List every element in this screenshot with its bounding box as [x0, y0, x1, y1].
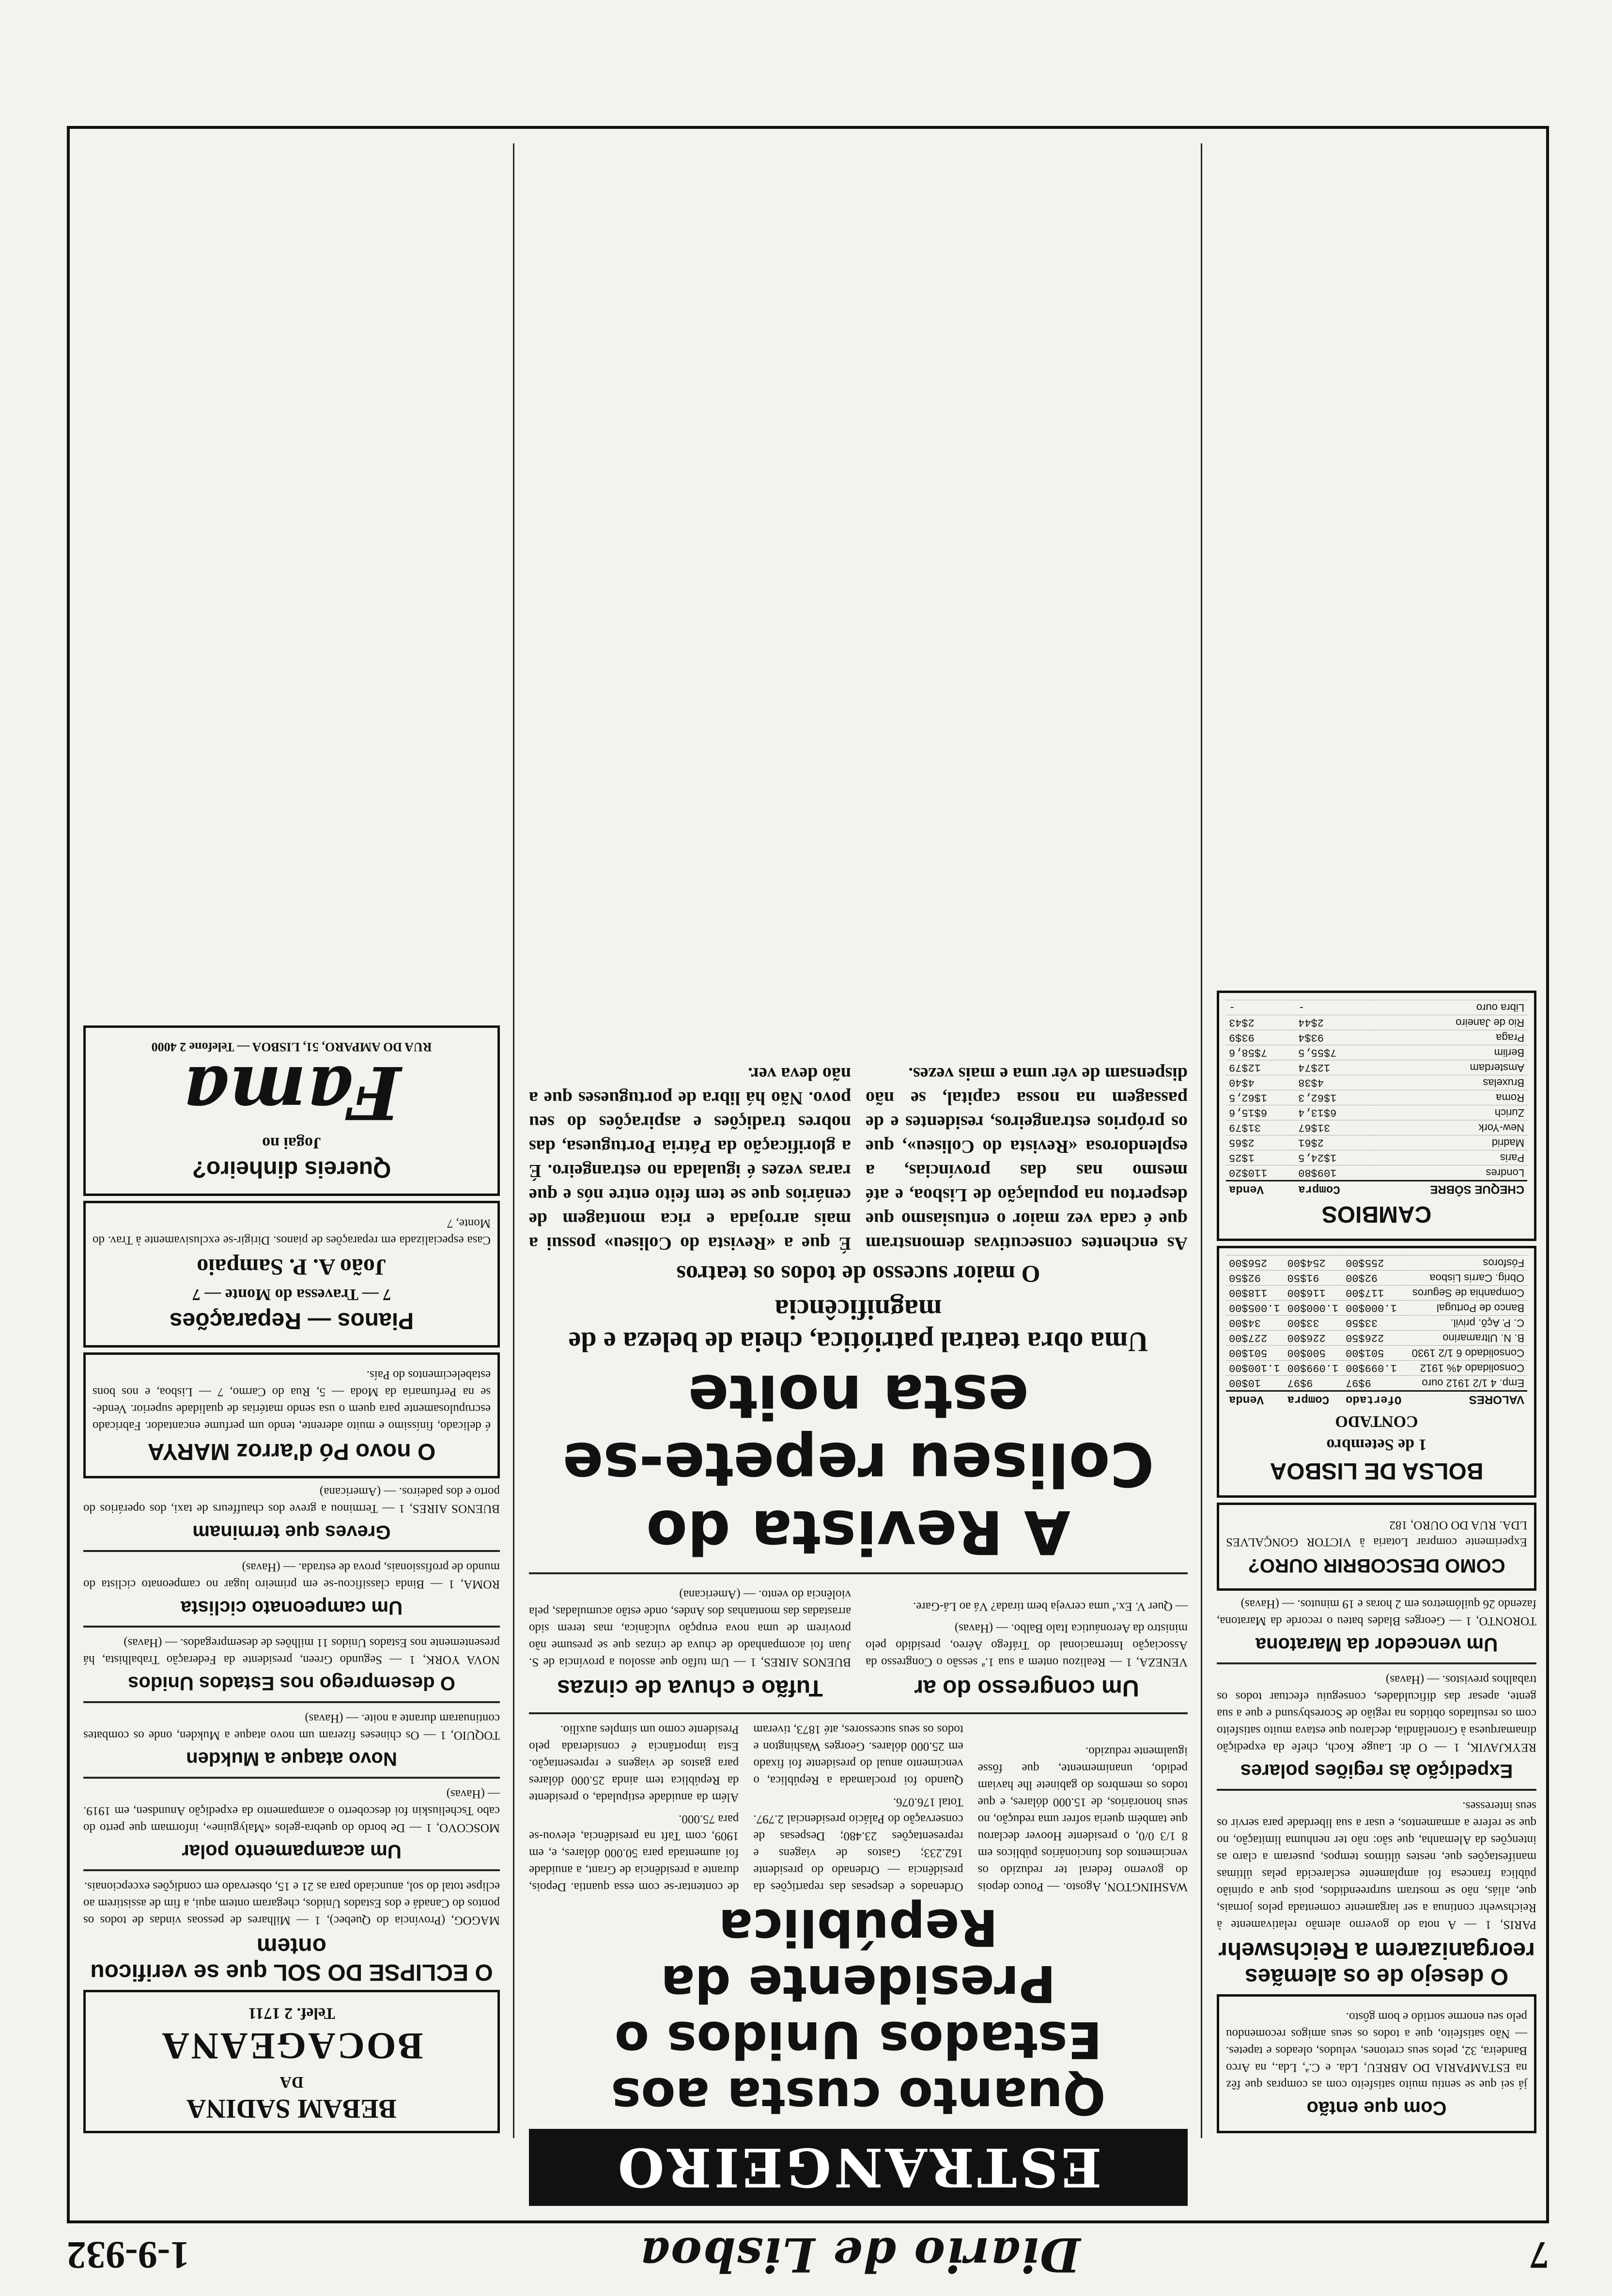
bolsa-cell: 92$50	[1226, 1271, 1285, 1286]
brief-congresso	[866, 1581, 1188, 1706]
cambios-cell: Roma	[1370, 1090, 1527, 1105]
bolsa-cell: C. P. Açõ. privil.	[1406, 1316, 1528, 1331]
lead-headline: Quanto custa aos Estados Unidos o Presidente da República	[611, 1898, 1106, 2125]
bolsa-cell: 92$00	[1343, 1271, 1406, 1286]
bolsa-section	[1217, 1246, 1536, 1498]
ciclista-headline: Um campeonato ciclista	[181, 1597, 403, 1618]
cambios-cell: 7$55,5	[1295, 1045, 1370, 1060]
cambios-row	[1226, 1000, 1527, 1015]
bolsa-cell: 256$00	[1226, 1256, 1285, 1271]
ad-bebam-line2: DA	[279, 2073, 304, 2091]
bolsa-cell: Emp. 4 1/2 1912 ouro	[1406, 1376, 1528, 1391]
eclipse-body: MAGOG, (Província do Quebec), 1 — Milhares de pessoas vindas de todos os pontos do Canadá e dos Estados Unidos, chegaram ontem aqui, a fim de assistirem ao eclipse total do sol, anunciado para as 21 e 15, observado em condições excepcionais.	[83, 1880, 500, 1927]
cambios-cell: 2$61	[1295, 1135, 1370, 1150]
greves-headline: Greves que terminam	[192, 1521, 391, 1543]
article-alemaes-headline: O desejo de os alemães reorganizarem a Reichswehr	[1218, 1938, 1535, 1989]
lead-paragraph: Ordenados e despesas das repartições da presidência — Ordenado do presidente 162.233; Gastos de viagens e representações 23.480; Despesas de conservação do Palácio presidencial 2.797. Total 176.076.	[753, 1796, 963, 1893]
bolsa-cell: 9$97	[1343, 1376, 1406, 1391]
cambios-cell: Praga	[1370, 1030, 1527, 1045]
cambios-cell: Londres	[1370, 1165, 1527, 1181]
bolsa-cell: Fósforos	[1406, 1256, 1528, 1271]
ad-bebam-line1: BEBAM SADINA	[186, 2094, 397, 2124]
ad-com-que-entao	[1217, 1994, 1536, 2133]
cambios-row	[1226, 1135, 1527, 1150]
acampamento-headline: Um acampamento polar	[182, 1841, 402, 1862]
bolsa-row	[1226, 1376, 1527, 1391]
cambios-cell: 2$65	[1226, 1135, 1295, 1150]
ad-com-que-text: já sei que se sentiu muito satisfeito com as compras que fêz na ESTAMPARIA DO ABREU, Lda. e C.ª, Lda., na Arco Bandeira, 32, pelos seus cretones, veludos, oleados e tapetes. — Não satisfeito, que a todos os seus amigos recomendou pelo seu enorme sortido e bom gôsto.	[1226, 2010, 1527, 2091]
cambios-cell: 6$13,4	[1295, 1105, 1370, 1120]
bolsa-cell: 255$00	[1343, 1256, 1406, 1271]
bolsa-cell: 254$00	[1285, 1256, 1343, 1271]
revista-body	[529, 1057, 1188, 1256]
cambios-table	[1226, 1000, 1527, 1197]
bolsa-title: BOLSA DE LISBOA	[1270, 1458, 1484, 1484]
lead-body	[529, 1721, 1188, 1895]
cambios-header: Venda	[1226, 1181, 1295, 1197]
bolsa-row	[1226, 1301, 1527, 1316]
greves-body: BUENOS AIRES, 1 — Terminou a greve dos chauffeurs de taxi, dos operários do porto e dos padeiros. — (Americana)	[83, 1485, 500, 1515]
issue-date: 1-9-932	[67, 2234, 190, 2277]
bolsa-cell: 117$00	[1343, 1286, 1406, 1301]
page-number: 7	[1530, 2234, 1549, 2277]
bolsa-date: 1 de Setembro	[1326, 1436, 1427, 1454]
cambios-cell: 1$24,5	[1295, 1150, 1370, 1165]
desemprego-body: NOVA YORK, 1 — Segundo Green, presidente da Federação Trabalhista, há presentemente nos Estados Unidos 11 milhões de desempregados. — (Havas)	[83, 1636, 500, 1666]
marya-body: é delicado, finíssimo e muito aderente, tendo um perfume encantador. Fabricado escrupulosamente para quem o usa sendo matérias de qualidade superior. Vende-se na Perfumaria da Moda — 5, Rua do Carmo, 7 — Lisboa, e nos bons estabelecimentos do País.	[93, 1368, 491, 1432]
acampamento-body: MOSCOVO, 1 — De bordo do quebra-gelos «Malyguine», informam que perto do cabo Tscheliuskin foi descoberto o acampamento da expedição Anundsen, em 1919. — (Havas)	[83, 1787, 500, 1834]
bolsa-table	[1226, 1255, 1527, 1407]
brief-chuva	[529, 1581, 851, 1706]
revista-headline: A Revista do Coliseu repete-se esta noite	[562, 1361, 1154, 1567]
chuva-body: BUENOS AIRES, 1 — Um tufão que assolou a província de S. Juan foi acompanhado de chuva de cinzas que se presume não provirem de uma nova erupção vulcânica, mas terem sido arrastadas das montanhas dos Andes, onde estão acumuladas, pela violência do vento. — (Americana)	[529, 1588, 851, 1669]
cambios-row	[1226, 1075, 1527, 1090]
divider	[83, 1701, 500, 1703]
article-maratona-headline: Um vencedor da Maratona	[1255, 1634, 1498, 1655]
bolsa-cell: 501$00	[1226, 1346, 1285, 1361]
left-column	[1207, 143, 1546, 2138]
cambios-cell: 7$58,6	[1226, 1045, 1295, 1060]
ad-bebam-sadina	[83, 1990, 500, 2133]
mukden-body: TOQUIO, 1 — Os chineses fizeram um novo ataque a Mukden, onde os combates continuaram durante a noite. — (Havas)	[83, 1712, 500, 1742]
cambios-cell: 4$38	[1295, 1075, 1370, 1090]
bolsa-cell: 227$00	[1226, 1331, 1285, 1346]
divider	[529, 1572, 1188, 1574]
lead-paragraph: Quando foi proclamada a República, o vencimento anual do presidente foi fixado em 25.000 dólares. Georges Washington e todos os seus sucessores, até 1873, tiveram de contentar-se com essa quantia. Depois, durante a presidência de Grant, a anuidade foi aumentada para 50.000 dólares, e, em 1909, com Taft na presidência, elevou-se para 75.000.	[529, 1723, 963, 1893]
center-area	[519, 143, 1197, 2211]
cambios-cell: -	[1226, 1000, 1295, 1015]
cambios-cell: Bruxelas	[1370, 1075, 1527, 1090]
cambios-cell: 4$40	[1226, 1075, 1295, 1090]
cambios-cell: 109$80	[1295, 1165, 1370, 1181]
pianos-headline: Pianos — Reparações	[169, 1308, 414, 1334]
bolsa-cell: 1.099$00	[1285, 1361, 1343, 1376]
bolsa-header: Ofertado	[1343, 1391, 1406, 1408]
bolsa-row	[1226, 1346, 1527, 1361]
lead-paragraph: WASHINGTON, Agosto. — Pouco depois do governo federal ter reduzido os vencimentos dos funcionários públicos em 8 1/3 0/0, o presidente Hoover declarou que também queria sofrer uma redução, no seus honorários, de 15.000 dólares, e que todos os membros do gabinete lhe haviam pedido, unanimemente, que fôsse igualmente reduzido.	[977, 1745, 1188, 1893]
pianos-address: 7 — Travessa do Monte — 7	[192, 1286, 391, 1303]
ad-com-que-title: Com que então	[1306, 2097, 1447, 2119]
ad-ouro-title: COMO DESCOBRIR OURO?	[1248, 1555, 1505, 1576]
cambios-row	[1226, 1060, 1527, 1075]
bolsa-cell: 1.099$00	[1343, 1361, 1406, 1376]
center-briefs	[529, 1581, 1188, 1706]
cambios-row	[1226, 1015, 1527, 1030]
divider	[529, 1712, 1188, 1714]
bolsa-cell: 501$00	[1343, 1346, 1406, 1361]
ad-pianos	[83, 1201, 500, 1348]
revista-paragraph: As enchentes consecutivas demonstram que é cada vez maior o entusiasmo que despertou na população de Lisboa, e até mesmo nas das províncias, a esplendorosa «Revista do Coliseu», que os próprios estrangeiros, residentes e de passagem na nossa capital, se não dispensam de vêr uma e mais vezes.	[866, 1064, 1188, 1254]
bolsa-cell: 1.000$00	[1285, 1301, 1343, 1316]
bolsa-cell: 118$00	[1226, 1286, 1285, 1301]
masthead	[67, 2228, 1549, 2281]
ad-ouro	[1217, 1503, 1536, 1591]
bolsa-cell: 500$00	[1285, 1346, 1343, 1361]
congresso-headline: Um congresso do ar	[914, 1675, 1139, 1701]
article-maratona-body: TORONTO, 1 — Georges Blades bateu o recorde da Maratona, fazendo 26 quilómetros em 2 horas e 19 minutos. — (Havas)	[1217, 1598, 1536, 1628]
bolsa-cell: 226$50	[1343, 1331, 1406, 1346]
bolsa-cell: 33$00	[1285, 1316, 1343, 1331]
ad-estrangeiro-text: ESTRANGEIRO	[531, 2131, 1185, 2203]
lead-paragraph: Além da anuidade estipulada, o presidente da República tem ainda 25.000 dólares para gastos de viagens e representação. Esta importância é considerada pelo Presidente como um simples auxílio.	[529, 1723, 739, 1804]
bolsa-cell: 1.000$00	[1343, 1301, 1406, 1316]
bolsa-cell: 1.100$00	[1226, 1361, 1285, 1376]
bolsa-cell: 1.005$00	[1226, 1301, 1285, 1316]
cambios-cell: Rio de Janeiro	[1370, 1015, 1527, 1030]
cambios-cell: 12$79	[1226, 1060, 1295, 1075]
cambios-cell: 31$79	[1226, 1120, 1295, 1135]
cambios-row	[1226, 1150, 1527, 1165]
bolsa-cell: 9$97	[1285, 1376, 1343, 1391]
bolsa-section-label: CONTADO	[1335, 1412, 1418, 1430]
cambios-cell: Libra ouro	[1370, 1000, 1527, 1015]
cambios-row	[1226, 1165, 1527, 1181]
divider	[83, 1777, 500, 1779]
bolsa-cell: Consolidado 6 1/2 1930	[1406, 1346, 1528, 1361]
cambios-cell: Berlim	[1370, 1045, 1527, 1060]
fama-sub: Jogai no	[262, 1134, 321, 1152]
bolsa-row	[1226, 1286, 1527, 1301]
divider	[83, 1626, 500, 1628]
cambios-cell: Zurich	[1370, 1105, 1527, 1120]
bolsa-header: Compra	[1285, 1391, 1343, 1408]
cambios-row	[1226, 1090, 1527, 1105]
cambios-cell: 110$20	[1226, 1165, 1295, 1181]
column-rule	[513, 143, 514, 2138]
cambios-row	[1226, 1030, 1527, 1045]
cambios-row	[1226, 1045, 1527, 1060]
cambios-cell: 31$67	[1295, 1120, 1370, 1135]
cambios-cell: -	[1295, 1000, 1370, 1015]
bolsa-cell: 33$50	[1343, 1316, 1406, 1331]
bolsa-row	[1226, 1256, 1527, 1271]
cambios-cell: 93$4	[1295, 1030, 1370, 1045]
bolsa-cell: B. N. Ultramarino	[1406, 1331, 1528, 1346]
cambios-cell: New-York	[1370, 1120, 1527, 1135]
divider	[1217, 1662, 1536, 1664]
marya-headline: O novo Pó d'arroz MARYA	[147, 1439, 436, 1464]
ad-ouro-text: Experimente comprar Lotaria à VICTOR GONÇALVES LDA. RUA DO OURO, 182	[1226, 1519, 1527, 1549]
bolsa-row	[1226, 1271, 1527, 1286]
divider	[1217, 1789, 1536, 1791]
ciclista-body: ROMA, 1 — Binda classificou-se em primeiro lugar no campeonato ciclista do mundo de profissionais, prova de estrada. — (Havas)	[83, 1561, 500, 1591]
cambios-row	[1226, 1120, 1527, 1135]
chuva-headline: Tufão e chuva de cinzas	[557, 1675, 823, 1701]
article-polares-body: REYKJAVIK, 1 — O dr. Lauge Koch, chefe da expedição dinamarquesa à Gronelândia, declarou que estava muito satisfeito com os resultados obtidos na região de Scoresbysund e que a sua gente, apesar das dificuldades, conseguiu efectuar todos os trabalhos previstos. — (Havas)	[1217, 1673, 1536, 1754]
cambios-cell: Amsterdam	[1370, 1060, 1527, 1075]
cambios-header: Compra	[1295, 1181, 1370, 1197]
bolsa-row	[1226, 1331, 1527, 1346]
bolsa-cell: 34$00	[1226, 1316, 1285, 1331]
revista-paragraph: É que a «Revista do Coliseu» possui a mais arrojada e rica montagem de cenários que se tem feito entre nós e que raras vezes é igualada no estrangeiro. É a glorificação da Pátria Portuguesa, das nobres tradições e aspirações do seu povo. Não há libra de portugueses que a não deva ver.	[529, 1064, 851, 1254]
congresso-body: VENEZA, 1 — Realizou ontem a sua 1.ª sessão o Congresso da Associação Internacional do Tráfego Aéreo, presidido pelo ministro da Aeronáutica Italo Balbo. — (Havas)	[866, 1622, 1188, 1669]
revista-subheadline-2: O maior sucesso de todos os teatros	[676, 1261, 1040, 1288]
bolsa-cell: Obrig. Carris Lisboa	[1406, 1271, 1528, 1286]
ad-estrangeiro	[529, 2129, 1188, 2206]
fama-headline: Quereis dinheiro?	[192, 1156, 391, 1182]
article-alemaes-body: PARIS, 1 — A nota do governo alemão relativamente à Reichswehr continua a ser largamente comentada pelos jornais, que, aliás, não se mostram surpreendidos, pois que a opinião pública francesa foi amplamente esclarecida pelas últimas manifestações que, nestes últimos tempos, puseram a claro as intenções da Alemanha, que são: não ter nenhuma limitação, no que se refere a armamentos, e usar a sua liberdade para servir os seus interesses.	[1217, 1800, 1536, 1931]
cambios-cell: 2$43	[1226, 1015, 1295, 1030]
ad-bebam-line3: BOCAGEANA	[160, 2025, 423, 2067]
mukden-headline: Novo ataque a Mukden	[186, 1748, 397, 1769]
bolsa-row	[1226, 1316, 1527, 1331]
cambios-cell: 2$44	[1295, 1015, 1370, 1030]
cambios-cell: 1$62,3	[1295, 1090, 1370, 1105]
cambios-header: CHEQUE SÔBRE	[1370, 1181, 1527, 1197]
cambios-cell: 6$15,6	[1226, 1105, 1295, 1120]
page-frame	[67, 126, 1549, 2223]
right-column	[74, 143, 510, 2138]
cambios-cell: 93$9	[1226, 1030, 1295, 1045]
eclipse-headline: O ECLIPSE DO SOL que se verificou ontem	[90, 1933, 493, 1985]
bolsa-cell: Banco de Portugal	[1406, 1301, 1528, 1316]
ad-bebam-phone: Telef. 2 1711	[248, 2004, 335, 2022]
column-rule	[1201, 143, 1202, 2138]
cambios-section	[1217, 991, 1536, 1241]
bolsa-cell: Consolidado 4% 1912	[1406, 1361, 1528, 1376]
divider	[83, 1550, 500, 1552]
revista-subheadline: Uma obra teatral patriótica, cheia de beleza e de magnificência	[568, 1294, 1148, 1358]
newspaper-title: Diario de Lisboa	[638, 2227, 1081, 2282]
fama-address: RUA DO AMPARO, 51, LISBOA — Telefone 2 4000	[151, 1040, 432, 1054]
cambios-title: CAMBIOS	[1321, 1201, 1432, 1227]
bolsa-cell: Companhia de Seguros	[1406, 1286, 1528, 1301]
ad-marya	[83, 1352, 500, 1478]
desemprego-headline: O desemprego nos Estados Unidos	[128, 1673, 455, 1694]
divider	[83, 1869, 500, 1871]
cambios-row	[1226, 1105, 1527, 1120]
cerveja-ad: — Quer V. Ex.ª uma cerveja bem tirada? Vá ao Lá-Gare.	[913, 1600, 1188, 1613]
article-polares-headline: Expedição às regiões polares	[1240, 1760, 1513, 1782]
fama-logo: Fama	[182, 1050, 401, 1135]
bolsa-cell: 10$00	[1226, 1376, 1285, 1391]
bolsa-cell: 116$00	[1285, 1286, 1343, 1301]
cambios-cell: Paris	[1370, 1150, 1527, 1165]
cambios-cell: 12$74	[1295, 1060, 1370, 1075]
bolsa-cell: 226$00	[1285, 1331, 1343, 1346]
bolsa-header: VALORES	[1406, 1391, 1528, 1408]
bolsa-cell: 91$50	[1285, 1271, 1343, 1286]
pianos-name: João A. P. Sampaio	[197, 1254, 387, 1280]
bolsa-header: Venda	[1226, 1391, 1285, 1408]
pianos-body: Casa especializada em reparações de pianos. Dirigir-se exclusivamente à Trav. do Monte, 7	[93, 1217, 491, 1247]
cambios-cell: Madrid	[1370, 1135, 1527, 1150]
cambios-cell: 1$25	[1226, 1150, 1295, 1165]
ad-fama	[83, 1025, 500, 1196]
cambios-cell: 1$62,5	[1226, 1090, 1295, 1105]
bolsa-row	[1226, 1361, 1527, 1376]
